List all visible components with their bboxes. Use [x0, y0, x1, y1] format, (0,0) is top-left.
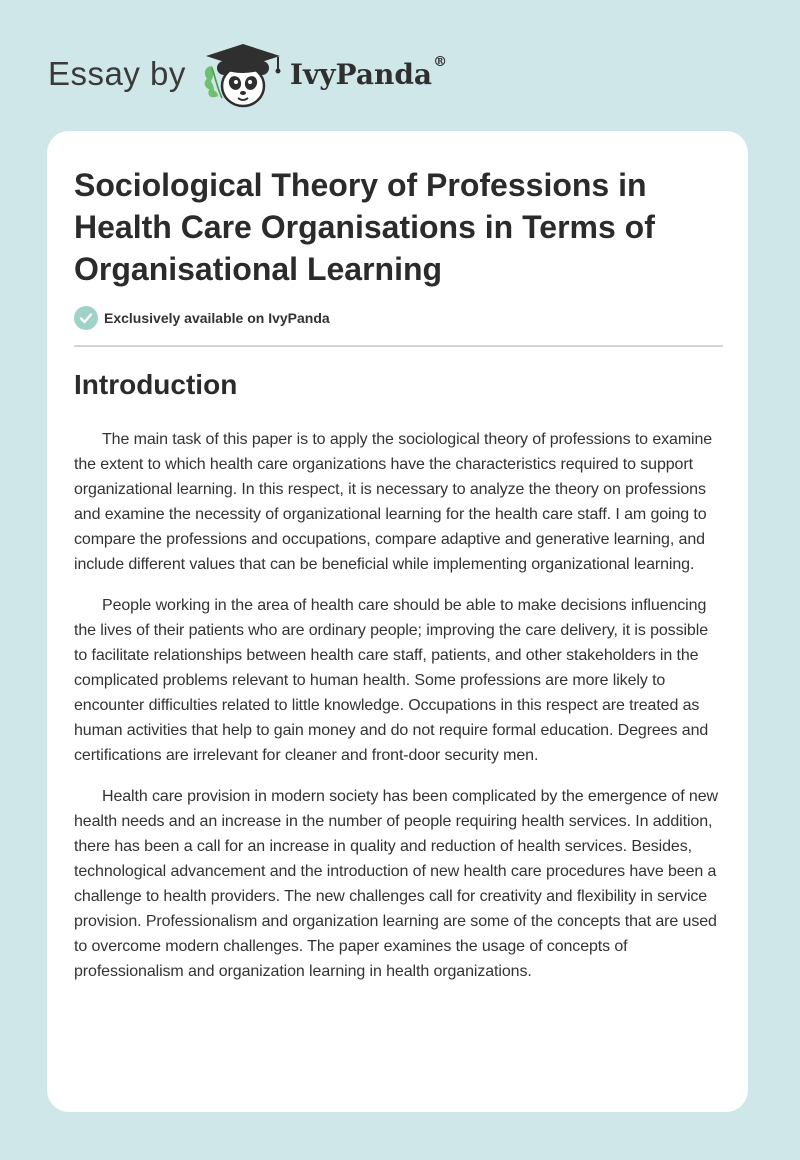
- paragraph: People working in the area of health care should be able to make decisions influencing the lives of their patients who are ordinary people; improving the care delivery, it is possible to facilitate relationships between health care staff, patients, and other stakeholders in the complicated problems relevant to human health. Some professions are more likely to encounter difficulties related to little knowledge. Occupations in this respect are treated as human activities that help to gain money and do not require formal education. Degrees and certifications are irrelevant for cleaner and front-door security men.: [74, 597, 709, 764]
- section-heading: Introduction: [74, 369, 238, 400]
- article-card: [47, 131, 748, 1112]
- paragraph: Health care provision in modern society has been complicated by the emergence of new health needs and an increase in the number of people requiring health services. In addition, there has been a call for an increase in quality and reduction of health services. Besides, technological advancement and the introduction of new health care procedures have been a challenge to health providers. The new challenges call for creativity and flexibility in service provision. Professionalism and organization learning are some of the concepts that are used to overcome modern challenges. The paper examines the usage of concepts of professionalism and organization learning in health organizations.: [74, 788, 718, 980]
- availability-text: Exclusively available on IvyPanda: [104, 310, 330, 326]
- brand-name-text: IvyPanda: [289, 57, 433, 91]
- check-badge-icon: [74, 306, 98, 330]
- brand-header[interactable]: [48, 36, 447, 112]
- article-title: Sociological Theory of Professions in Health Care Organisations in Terms of Organisational Learning: [74, 167, 655, 287]
- brand-prefix: Essay by: [48, 55, 186, 92]
- availability-badge: [74, 306, 330, 330]
- paragraph: The main task of this paper is to apply the sociological theory of professions to examine the extent to which health care organizations have the characteristics required to support organizational learning. In this respect, it is necessary to analyze the theory on professions and examine the necessity of organizational learning for the health care staff. I am going to compare the professions and occupations, compare adaptive and generative learning, and include different values that can be beneficial while implementing organizational learning.: [74, 431, 713, 573]
- article-body: [74, 427, 724, 1000]
- title-divider: [74, 345, 723, 347]
- brand-name: [289, 53, 448, 91]
- panda-logo-icon: [200, 36, 286, 112]
- brand-registered-mark: ®: [433, 53, 448, 70]
